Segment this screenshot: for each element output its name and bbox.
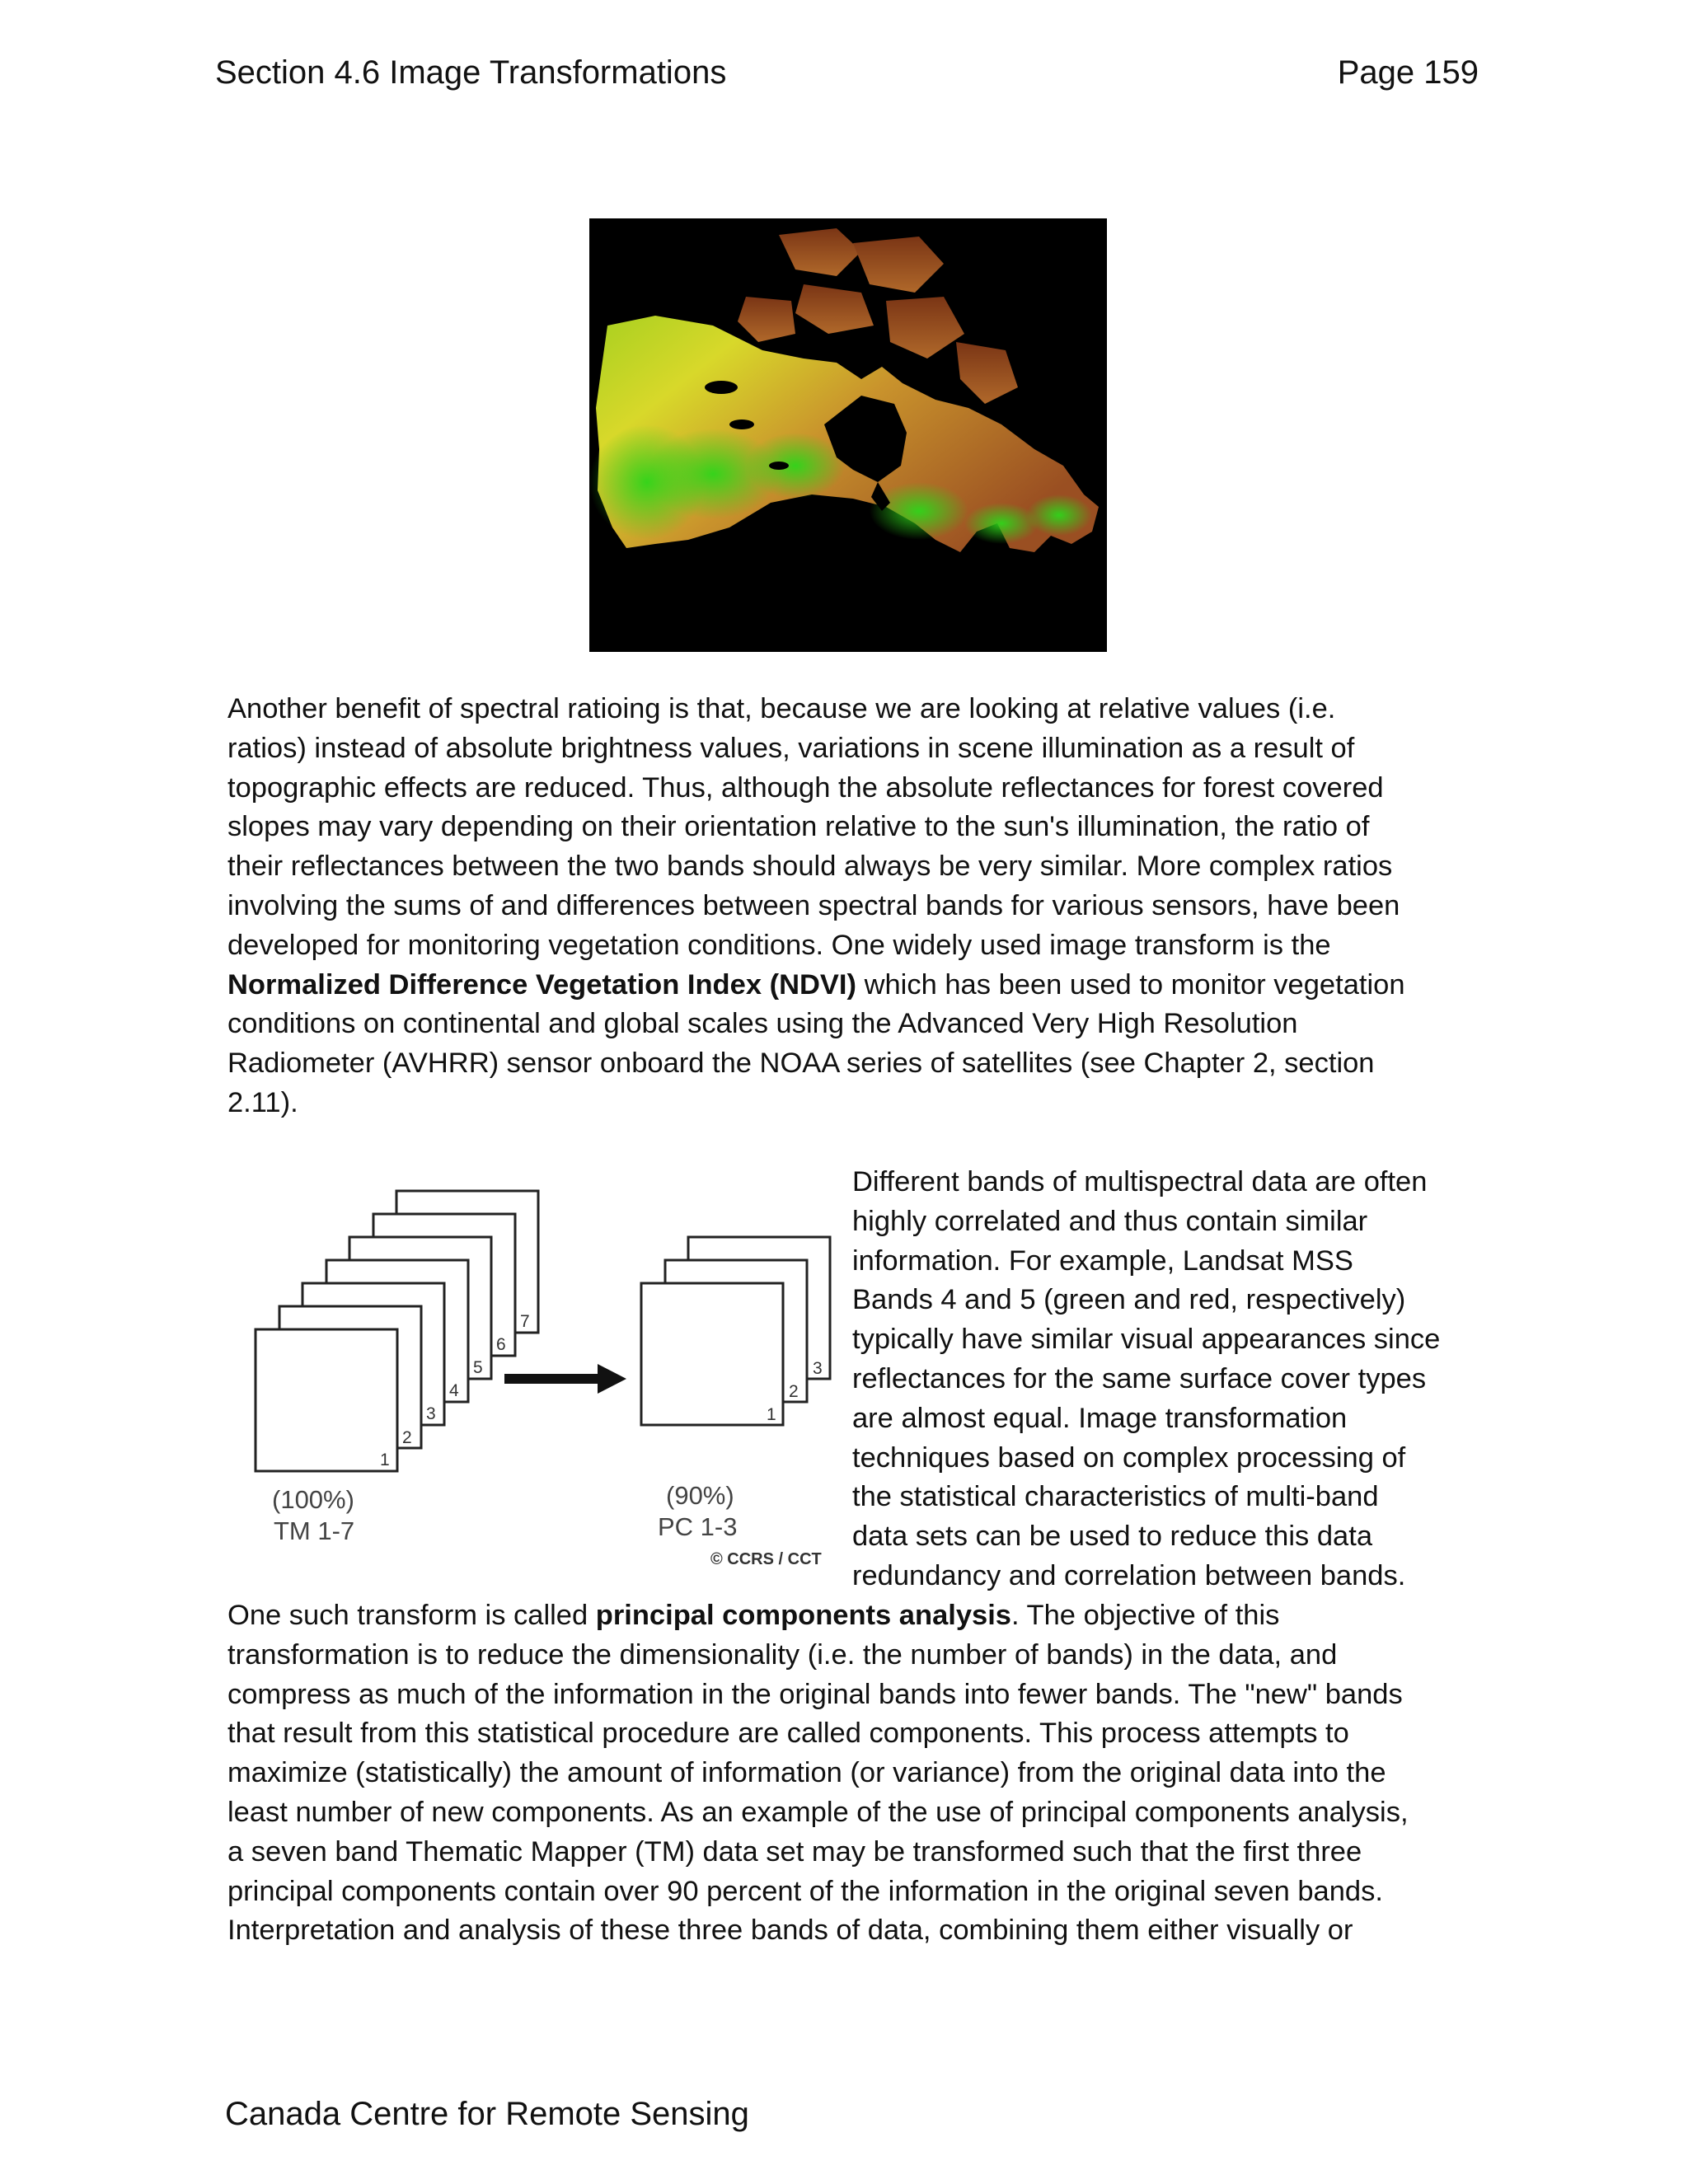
tm-band-stack [256, 1191, 538, 1471]
text-line: topographic effects are reduced. Thus, although the absolute reflectances for forest covered [227, 771, 1384, 804]
text-line: ratios) instead of absolute brightness values, variations in scene illumination as a result of [227, 732, 1355, 764]
band-number-6: 6 [496, 1335, 506, 1354]
band-number-2: 2 [402, 1428, 412, 1447]
text-line: conditions on continental and global scales using the Advanced Very High Resolution [227, 1008, 1298, 1040]
text-line: least number of new components. As an example of the use of principal components analysis, [227, 1796, 1409, 1828]
paragraph-principal-components [227, 1596, 1409, 1951]
pc-percent: (90%) [666, 1481, 734, 1510]
text-fragment: . The objective of this [1011, 1600, 1280, 1631]
text-line: developed for monitoring vegetation conditions. One widely used image transform is the [227, 929, 1331, 961]
text-line [227, 966, 1405, 1005]
ndvi-map-image [589, 218, 1107, 652]
text-line: compress as much of the information in the original bands into fewer bands. The "new" bands [227, 1678, 1403, 1710]
band-number-1: 1 [380, 1451, 390, 1469]
pc-band-stack [641, 1237, 830, 1425]
ndvi-term: Normalized Difference Vegetation Index (NDVI) [227, 968, 856, 1001]
section-title: Section 4.6 Image Transformations [215, 54, 727, 91]
text-line: Radiometer (AVHRR) sensor onboard the NOAA series of satellites (see Chapter 2, section [227, 1047, 1375, 1080]
footer-organization: Canada Centre for Remote Sensing [225, 2096, 749, 2132]
text-line: redundancy and correlation between bands. [852, 1559, 1406, 1591]
text-line: Different bands of multispectral data are often [852, 1166, 1428, 1197]
arrow-right-icon [504, 1364, 626, 1394]
tm-label: TM 1-7 [274, 1516, 355, 1545]
text-line: slopes may vary depending on their orientation relative to the sun's illumination, the ratio of [227, 811, 1370, 843]
pca-term: principal components analysis [595, 1600, 1011, 1631]
text-line: information. For example, Landsat MSS [852, 1244, 1353, 1277]
text-line: involving the sums of and differences between spectral bands for various sensors, have been [227, 889, 1400, 921]
text-line: typically have similar visual appearances since [852, 1324, 1441, 1356]
text-line: 2.11). [227, 1086, 298, 1118]
pca-diagram [243, 1181, 845, 1577]
text-line: are almost equal. Image transformation [852, 1402, 1348, 1434]
pc-number-2: 2 [789, 1382, 799, 1401]
text-line: Another benefit of spectral ratioing is that, because we are looking at relative values (i.e. [227, 693, 1336, 724]
text-line: principal components contain over 90 percent of the information in the original seven bands. [227, 1875, 1383, 1907]
copyright-mark: © CCRS / CCT [710, 1550, 822, 1568]
tm-percent: (100%) [272, 1485, 354, 1514]
text-line: transformation is to reduce the dimensionality (i.e. the number of bands) in the data, and [227, 1638, 1338, 1671]
paragraph-spectral-ratioing [227, 690, 1405, 1123]
band-number-5: 5 [473, 1358, 483, 1377]
text-line: techniques based on complex processing of [852, 1441, 1406, 1474]
text-line: their reflectances between the two bands should always be very similar. More complex ratios [227, 851, 1393, 883]
text-line: Interpretation and analysis of these three bands of data, combining them either visually or [227, 1915, 1353, 1947]
text-line: data sets can be used to reduce this data [852, 1521, 1373, 1553]
text-line: a seven band Thematic Mapper (TM) data set may be transformed such that the first three [227, 1835, 1362, 1868]
text-line: maximize (statistically) the amount of information (or variance) from the original data into the [227, 1757, 1386, 1789]
text-line: the statistical characteristics of multi-band [852, 1481, 1379, 1513]
band-number-4: 4 [449, 1381, 459, 1400]
text-line: reflectances for the same surface cover types [852, 1362, 1427, 1394]
pc-number-1: 1 [767, 1405, 776, 1424]
pc-number-3: 3 [813, 1359, 823, 1378]
paragraph-correlated-bands [852, 1163, 1440, 1596]
band-number-3: 3 [426, 1404, 436, 1423]
text-fragment: which has been used to monitor vegetation [856, 968, 1405, 1001]
text-line: that result from this statistical procedure are called components. This process attempts to [227, 1718, 1349, 1750]
text-line [227, 1596, 1409, 1636]
text-line: highly correlated and thus contain similar [852, 1205, 1368, 1237]
page-number: Page 159 [1337, 54, 1479, 91]
pc-label: PC 1-3 [658, 1512, 738, 1541]
text-line: Bands 4 and 5 (green and red, respectively) [852, 1284, 1406, 1316]
band-number-7: 7 [520, 1312, 530, 1331]
text-fragment: One such transform is called [227, 1600, 596, 1631]
